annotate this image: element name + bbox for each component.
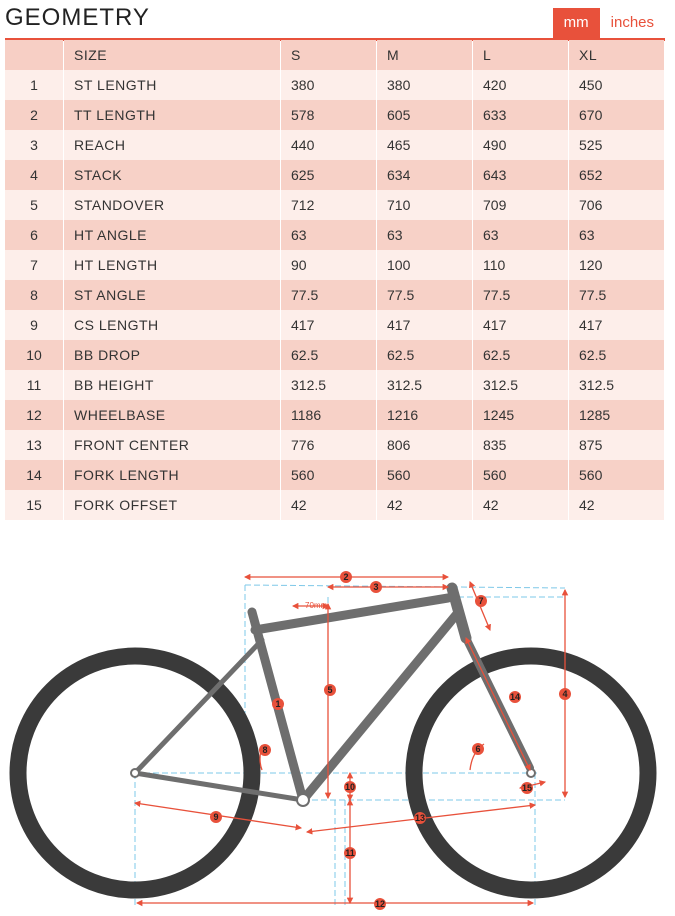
row-number: 1 (5, 70, 63, 100)
svg-text:7: 7 (478, 596, 484, 606)
header-m: M (377, 40, 472, 70)
cell-s: 625 (281, 160, 376, 190)
svg-text:2: 2 (343, 572, 349, 582)
cell-xl: 417 (569, 310, 664, 340)
rear-axle (131, 769, 139, 777)
cell-s: 578 (281, 100, 376, 130)
row-measurement-name: FRONT CENTER (64, 430, 280, 460)
cell-xl: 450 (569, 70, 664, 100)
cell-xl: 120 (569, 250, 664, 280)
cell-xl: 312.5 (569, 370, 664, 400)
cell-l: 62.5 (473, 340, 568, 370)
cell-l: 490 (473, 130, 568, 160)
geometry-table (4, 40, 665, 520)
unit-inches-button[interactable]: inches (610, 14, 654, 31)
svg-text:3: 3 (373, 582, 379, 592)
row-measurement-name: CS LENGTH (64, 310, 280, 340)
cell-xl: 525 (569, 130, 664, 160)
cell-s: 776 (281, 430, 376, 460)
table-row (5, 460, 664, 490)
table-row (5, 310, 664, 340)
cell-l: 709 (473, 190, 568, 220)
cell-s: 63 (281, 220, 376, 250)
svg-text:13: 13 (414, 813, 426, 823)
marker-12 (374, 898, 386, 910)
row-number: 8 (5, 280, 63, 310)
cell-s: 417 (281, 310, 376, 340)
marker-1 (272, 698, 284, 710)
cell-l: 1245 (473, 400, 568, 430)
row-number: 11 (5, 370, 63, 400)
row-number: 10 (5, 340, 63, 370)
cell-s: 77.5 (281, 280, 376, 310)
cell-s: 42 (281, 490, 376, 520)
unit-toggle (553, 8, 665, 38)
row-number: 2 (5, 100, 63, 130)
bottom-bracket (297, 794, 309, 806)
marker-14 (509, 691, 521, 703)
cell-l: 42 (473, 490, 568, 520)
row-number: 6 (5, 220, 63, 250)
row-measurement-name: HT LENGTH (64, 250, 280, 280)
marker-7 (475, 595, 487, 607)
cell-m: 634 (377, 160, 472, 190)
row-measurement-name: ST ANGLE (64, 280, 280, 310)
header-xl: XL (569, 40, 664, 70)
table-row (5, 130, 664, 160)
svg-text:5: 5 (327, 685, 333, 695)
unit-mm-button[interactable]: mm (553, 8, 600, 38)
svg-text:12: 12 (374, 899, 386, 909)
header-s: S (281, 40, 376, 70)
cell-l: 63 (473, 220, 568, 250)
cell-m: 100 (377, 250, 472, 280)
row-measurement-name: HT ANGLE (64, 220, 280, 250)
marker-9 (210, 811, 222, 823)
page-title: GEOMETRY (5, 4, 150, 31)
cell-xl: 652 (569, 160, 664, 190)
marker-15 (521, 782, 533, 794)
marker-11 (344, 847, 356, 859)
svg-text:9: 9 (213, 812, 219, 822)
cell-xl: 1285 (569, 400, 664, 430)
cell-l: 420 (473, 70, 568, 100)
row-number: 14 (5, 460, 63, 490)
table-row (5, 250, 664, 280)
cell-m: 42 (377, 490, 472, 520)
row-number: 7 (5, 250, 63, 280)
row-number: 12 (5, 400, 63, 430)
row-measurement-name: FORK LENGTH (64, 460, 280, 490)
marker-4 (559, 688, 571, 700)
row-measurement-name: BB HEIGHT (64, 370, 280, 400)
svg-text:15: 15 (521, 783, 533, 793)
marker-3 (370, 581, 382, 593)
cell-xl: 63 (569, 220, 664, 250)
table-row (5, 280, 664, 310)
cell-m: 560 (377, 460, 472, 490)
front-axle (527, 769, 535, 777)
marker-6 (472, 743, 484, 755)
cell-s: 312.5 (281, 370, 376, 400)
svg-text:4: 4 (562, 689, 568, 699)
row-measurement-name: WHEELBASE (64, 400, 280, 430)
cell-s: 712 (281, 190, 376, 220)
cell-l: 77.5 (473, 280, 568, 310)
header-l: L (473, 40, 568, 70)
table-row (5, 220, 664, 250)
page-header (5, 0, 665, 41)
cell-m: 63 (377, 220, 472, 250)
row-measurement-name: FORK OFFSET (64, 490, 280, 520)
cell-xl: 560 (569, 460, 664, 490)
cell-m: 806 (377, 430, 472, 460)
cell-m: 605 (377, 100, 472, 130)
cell-s: 90 (281, 250, 376, 280)
cell-s: 62.5 (281, 340, 376, 370)
row-number: 5 (5, 190, 63, 220)
cell-m: 465 (377, 130, 472, 160)
row-number: 13 (5, 430, 63, 460)
geometry-diagram (0, 560, 675, 916)
row-number: 9 (5, 310, 63, 340)
table-row (5, 400, 664, 430)
table-row (5, 160, 664, 190)
cell-l: 643 (473, 160, 568, 190)
cell-xl: 670 (569, 100, 664, 130)
cell-l: 633 (473, 100, 568, 130)
cell-m: 312.5 (377, 370, 472, 400)
cell-l: 560 (473, 460, 568, 490)
svg-text:14: 14 (509, 692, 521, 702)
cell-xl: 77.5 (569, 280, 664, 310)
cell-l: 835 (473, 430, 568, 460)
cell-l: 312.5 (473, 370, 568, 400)
svg-text:11: 11 (345, 848, 355, 858)
marker-10 (344, 781, 356, 793)
marker-13 (414, 812, 426, 824)
cell-l: 110 (473, 250, 568, 280)
cell-s: 380 (281, 70, 376, 100)
cell-m: 77.5 (377, 280, 472, 310)
svg-text:10: 10 (344, 782, 356, 792)
cell-m: 62.5 (377, 340, 472, 370)
row-measurement-name: ST LENGTH (64, 70, 280, 100)
row-measurement-name: BB DROP (64, 340, 280, 370)
cell-s: 1186 (281, 400, 376, 430)
table-row (5, 340, 664, 370)
marker-2 (340, 571, 352, 583)
cell-m: 417 (377, 310, 472, 340)
row-measurement-name: STANDOVER (64, 190, 280, 220)
cell-m: 710 (377, 190, 472, 220)
row-measurement-name: REACH (64, 130, 280, 160)
cell-xl: 875 (569, 430, 664, 460)
table-row (5, 70, 664, 100)
cell-xl: 42 (569, 490, 664, 520)
header-num (5, 40, 63, 70)
table-row (5, 430, 664, 460)
table-header-row (5, 40, 664, 70)
cell-s: 560 (281, 460, 376, 490)
cell-m: 1216 (377, 400, 472, 430)
cell-m: 380 (377, 70, 472, 100)
row-measurement-name: STACK (64, 160, 280, 190)
row-number: 4 (5, 160, 63, 190)
header-size: SIZE (64, 40, 280, 70)
cell-s: 440 (281, 130, 376, 160)
marker-8 (259, 744, 271, 756)
table-row (5, 490, 664, 520)
cell-xl: 62.5 (569, 340, 664, 370)
table-row (5, 100, 664, 130)
table-row (5, 190, 664, 220)
svg-text:1: 1 (275, 699, 281, 709)
offset-label: 70mm (305, 601, 328, 610)
marker-5 (324, 684, 336, 696)
row-number: 15 (5, 490, 63, 520)
svg-text:8: 8 (262, 745, 268, 755)
table-row (5, 370, 664, 400)
cell-l: 417 (473, 310, 568, 340)
row-measurement-name: TT LENGTH (64, 100, 280, 130)
svg-text:6: 6 (475, 744, 481, 754)
row-number: 3 (5, 130, 63, 160)
cell-xl: 706 (569, 190, 664, 220)
